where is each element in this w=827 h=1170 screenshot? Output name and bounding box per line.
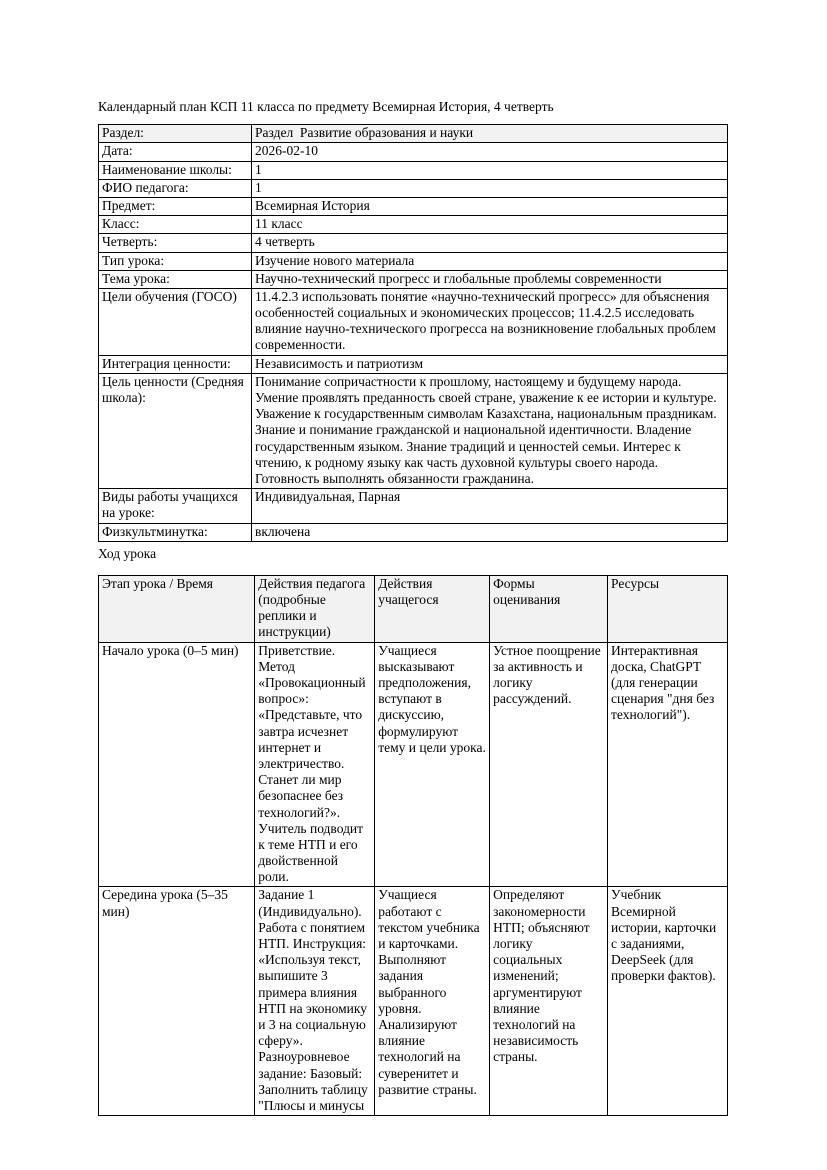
cell-stage: Начало урока (0–5 мин) [99,642,255,887]
table-header-row [99,575,728,642]
lesson-info-table [98,124,728,542]
info-label-phys-minute: Физкультминутка: [99,523,252,541]
lesson-flow-heading: Ход урока [98,545,157,561]
cell-stage: Середина урока (5–35 мин) [99,887,255,1116]
table-row-lesson-middle [99,887,728,1116]
header-resources: Ресурсы [608,575,728,642]
info-value-razdel: Раздел Развитие образования и науки [252,125,728,143]
info-label-class: Класс: [99,216,252,234]
cell-teacher-actions: Приветствие. Метод «Провокационный вопрос»: «Представьте, что завтра исчезнет интернет и электричество. Станет ли мир безопаснее без технологий?». Учитель подводит к теме НТП и его двойственной роли. [255,642,375,887]
header-assessment-forms: Формы оценивания [490,575,608,642]
table-row [99,216,728,234]
info-value-work-types: Индивидуальная, Парная [252,489,728,523]
info-label-work-types: Виды работы учащихся на уроке: [99,489,252,523]
cell-resources: Интерактивная доска, ChatGPT (для генерации сценария "дня без технологий"). [608,642,728,887]
cell-assessment: Определяют закономерности НТП; объясняют логику социальных изменений; аргументируют влияние технологий на независимость страны. [490,887,608,1116]
info-label-teacher-name: ФИО педагога: [99,179,252,197]
info-label-goso-goals: Цели обучения (ГОСО) [99,288,252,355]
cell-assessment: Устное поощрение за активность и логику рассуждений. [490,642,608,887]
info-label-lesson-topic: Тема урока: [99,270,252,288]
table-row [99,355,728,373]
info-value-date: 2026-02-10 [252,143,728,161]
info-label-lesson-type: Тип урока: [99,252,252,270]
info-label-razdel: Раздел: [99,125,252,143]
table-row [99,234,728,252]
info-label-subject: Предмет: [99,197,252,215]
table-row [99,161,728,179]
info-value-lesson-topic: Научно-технический прогресс и глобальные проблемы современности [252,270,728,288]
table-row [99,523,728,541]
table-row [99,252,728,270]
cell-resources: Учебник Всемирной истории, карточки с заданиями, DeepSeek (для проверки фактов). [608,887,728,1116]
info-value-values-integration: Независимость и патриотизм [252,355,728,373]
table-row [99,373,728,488]
info-value-quarter: 4 четверть [252,234,728,252]
info-label-date: Дата: [99,143,252,161]
table-row [99,288,728,355]
table-row [99,197,728,215]
info-value-teacher-name: 1 [252,179,728,197]
table-row-lesson-start [99,642,728,887]
info-value-goso-goals: 11.4.2.3 использовать понятие «научно-технический прогресс» для объяснения особенностей социальных и экономических процессов; 11.4.2.5 исследовать влияние научно-технического прогресса на возникновение глобальных проблем современности. [252,288,728,355]
header-teacher-actions: Действия педагога (подробные реплики и инструкции) [255,575,375,642]
info-label-quarter: Четверть: [99,234,252,252]
cell-student-actions: Учащиеся работают с текстом учебника и карточками. Выполняют задания выбранного уровня. Анализируют влияние технологий на суверенитет и развитие страны. [375,887,490,1116]
info-value-lesson-type: Изучение нового материала [252,252,728,270]
table-row [99,143,728,161]
lesson-flow-table [98,575,728,1116]
cell-teacher-actions: Задание 1 (Индивидуально). Работа с понятием НТП. Инструкция: «Используя текст, выпишите 3 примера влияния НТП на экономику и 3 на социальную сферу». Разноуровневое задание: Базовый: Заполнить таблицу "Плюсы и минусы [255,887,375,1116]
header-student-actions: Действия учащегося [375,575,490,642]
page-title: Календарный план КСП 11 класса по предмету Всемирная История, 4 четверть [98,99,554,114]
info-label-values-goal: Цель ценности (Средняя школа): [99,373,252,488]
table-row [99,125,728,143]
table-row [99,489,728,523]
info-value-class: 11 класс [252,216,728,234]
info-value-school: 1 [252,161,728,179]
table-row [99,270,728,288]
document-page [98,99,728,1116]
info-label-values-integration: Интеграция ценности: [99,355,252,373]
info-value-phys-minute: включена [252,523,728,541]
info-value-values-goal: Понимание сопричастности к прошлому, настоящему и будущему народа. Умение проявлять преданность своей стране, уважение к ее истории и культуре. Уважение к государственным символам Казахстана, национальным праздникам. Знание и понимание гражданской и национальной идентичности. Владение государственным языком. Знание традиций и ценностей семьи. Интерес к чтению, к родному языку как часть духовной культуры своего народа. Готовность выполнять обязанности гражданина. [252,373,728,488]
info-value-subject: Всемирная История [252,197,728,215]
header-stage-time: Этап урока / Время [99,575,255,642]
info-label-school: Наименование школы: [99,161,252,179]
cell-student-actions: Учащиеся высказывают предположения, вступают в дискуссию, формулируют тему и цели урока. [375,642,490,887]
table-row [99,179,728,197]
